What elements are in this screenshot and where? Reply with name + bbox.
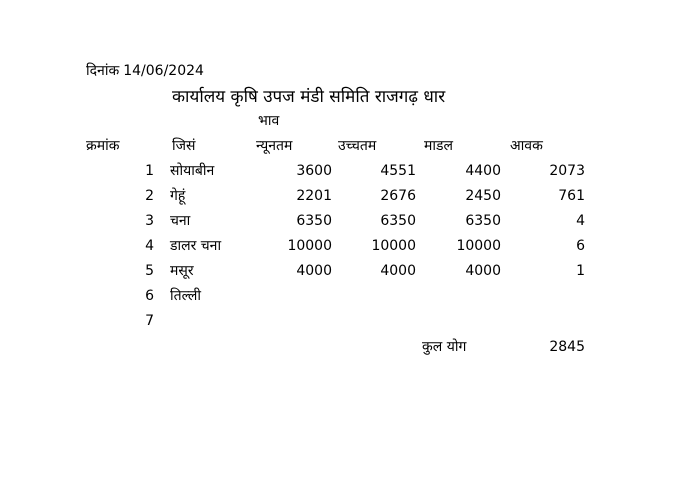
row-arrival: 4: [576, 213, 585, 229]
row-max: 2676: [380, 188, 416, 204]
header-arrival: आवक: [510, 138, 543, 154]
row-model: 2450: [465, 188, 501, 204]
price-group-label: भाव: [258, 113, 280, 129]
date-label: दिनांक: [86, 63, 120, 79]
row-max: 4551: [380, 163, 416, 179]
row-model: 4000: [465, 263, 501, 279]
total-value: 2845: [549, 339, 585, 355]
row-min: 10000: [287, 238, 332, 254]
header-model: माडल: [424, 138, 453, 154]
row-min: 6350: [296, 213, 332, 229]
row-model: 10000: [456, 238, 501, 254]
row-min: 3600: [296, 163, 332, 179]
row-commodity: सोयाबीन: [170, 163, 215, 179]
row-serial: 7: [145, 313, 154, 329]
office-title: कार्यालय कृषि उपज मंडी समिति राजगढ़ धार: [172, 87, 446, 107]
row-serial: 2: [145, 188, 154, 204]
row-arrival: 761: [558, 188, 585, 204]
header-serial: क्रमांक: [86, 138, 120, 154]
row-serial: 1: [145, 163, 154, 179]
header-commodity: जिसं: [172, 138, 196, 154]
total-label: कुल योग: [422, 339, 467, 355]
row-commodity: मसूर: [170, 263, 194, 279]
row-commodity: चना: [170, 213, 191, 229]
row-arrival: 2073: [549, 163, 585, 179]
row-max: 6350: [380, 213, 416, 229]
row-model: 4400: [465, 163, 501, 179]
row-min: 2201: [296, 188, 332, 204]
header-min: न्यूनतम: [256, 138, 293, 154]
row-serial: 5: [145, 263, 154, 279]
row-commodity: डालर चना: [170, 238, 222, 254]
row-serial: 3: [145, 213, 154, 229]
row-model: 6350: [465, 213, 501, 229]
row-max: 4000: [380, 263, 416, 279]
row-serial: 4: [145, 238, 154, 254]
row-min: 4000: [296, 263, 332, 279]
date-value: 14/06/2024: [123, 63, 204, 79]
row-arrival: 6: [576, 238, 585, 254]
row-commodity: गेहूं: [170, 188, 186, 204]
date-line: [86, 62, 204, 80]
header-max: उच्चतम: [338, 138, 377, 154]
row-max: 10000: [371, 238, 416, 254]
row-serial: 6: [145, 288, 154, 304]
row-commodity: तिल्ली: [170, 288, 202, 304]
row-arrival: 1: [576, 263, 585, 279]
